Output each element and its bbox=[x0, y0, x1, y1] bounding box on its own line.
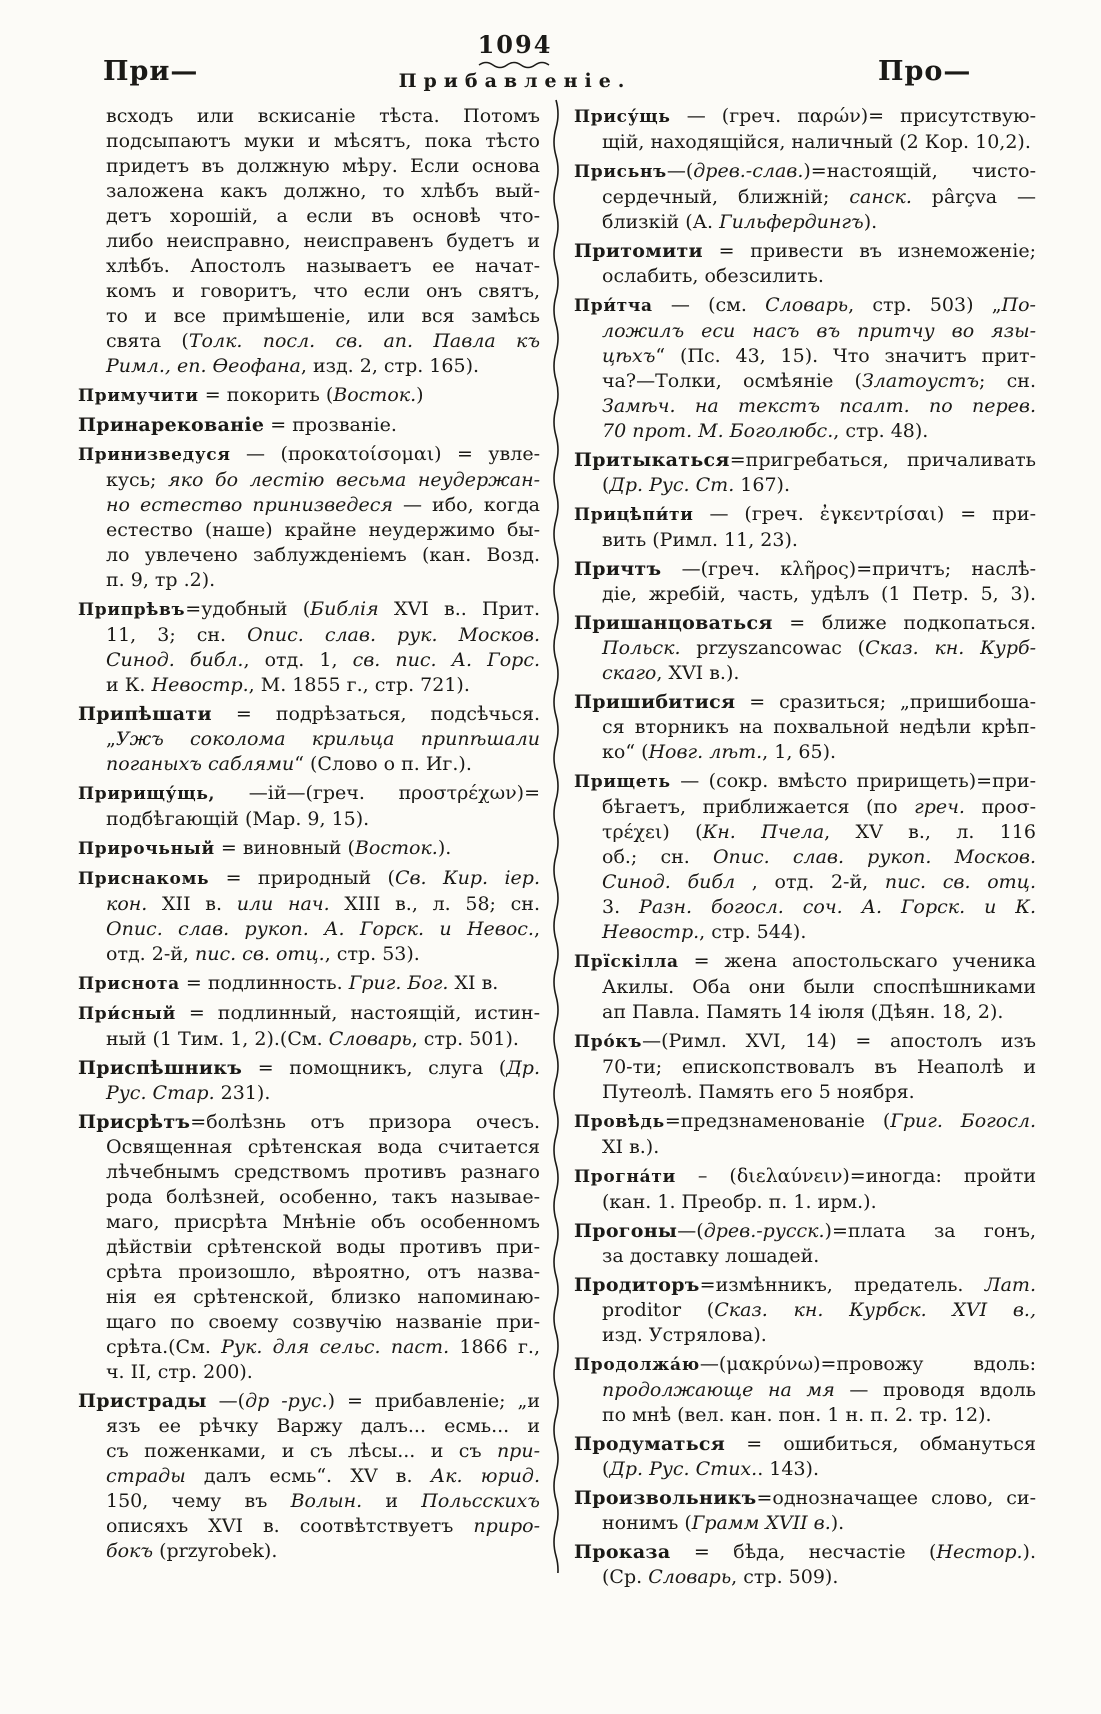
dictionary-entry bbox=[78, 597, 540, 698]
text-line: Невостр., стр. 544). bbox=[602, 921, 807, 943]
dictionary-entry bbox=[78, 971, 540, 997]
dictionary-entry bbox=[78, 1001, 540, 1052]
text-line: ко“ (Новг. лѣт., 1, 65). bbox=[602, 741, 837, 763]
text-line: Произвольникъ=однозначащее слово, си- bbox=[574, 1487, 1036, 1509]
italic-text: Невостр. bbox=[602, 921, 700, 943]
text-line: Акилы. Оба они были споспѣшниками bbox=[602, 976, 1036, 998]
italic-text: Рук. для сельс. паст. bbox=[221, 1336, 450, 1358]
italic-text: Синод. библ bbox=[602, 871, 736, 893]
text-line bbox=[574, 319, 1036, 344]
italic-text: Златоустъ bbox=[861, 370, 980, 392]
text-line: proditor (Сказ. кн. Курбск. XVI в., bbox=[602, 1299, 1036, 1321]
headword: Прищеть bbox=[574, 772, 671, 792]
headword: Прирочьный bbox=[78, 839, 215, 859]
text-line: нонимъ (Грамм XVII в.). bbox=[602, 1512, 845, 1534]
text-line: 3. Разн. богосл. соч. А. Горск. и К. bbox=[602, 896, 1036, 918]
text-line: Синод. библ , отд. 2-й, пис. св. отц. bbox=[602, 871, 1036, 893]
text-line: (Ср. Словарь, стр. 509). bbox=[602, 1566, 839, 1588]
italic-text: Польск. bbox=[602, 637, 681, 659]
headword: При́тча bbox=[574, 296, 653, 316]
text-line: дѣйствіи срѣтенской воды противъ при- bbox=[106, 1236, 540, 1258]
text-line: всходъ или вскисаніе тѣста. Потомъ bbox=[106, 105, 540, 127]
headword: Проказа bbox=[574, 1541, 671, 1563]
dictionary-entry bbox=[574, 239, 1036, 289]
italic-text: Новг. лѣт. bbox=[648, 741, 763, 763]
italic-text: Сказ. кн. Курб- bbox=[865, 637, 1037, 659]
text-line: Притыкаться=пригребаться, причаливать bbox=[574, 449, 1036, 471]
dictionary-entry bbox=[78, 702, 540, 777]
dictionary-entry bbox=[574, 448, 1036, 498]
italic-text: приро- bbox=[473, 1515, 540, 1537]
text-line: срѣта.(См. Рук. для сельс. паст. 1866 г., bbox=[106, 1336, 540, 1358]
text-line: по мнѣ (вел. кан. пон. 1 н. п. 2. тр. 12). bbox=[602, 1404, 992, 1426]
text-line: Прогна́ти – (διελαύνειν)=иногда: пройти bbox=[574, 1165, 1036, 1187]
dictionary-entry bbox=[574, 1219, 1036, 1269]
headword: Прїскілла bbox=[574, 952, 679, 972]
text-line: При́сный = подлинный, настоящій, истин- bbox=[78, 1002, 540, 1024]
italic-text: Словарь bbox=[328, 1028, 412, 1050]
text-line: Про́къ—(Римл. XVI, 14) = апостолъ изъ bbox=[574, 1030, 1036, 1052]
text-line: хлѣбъ. Апостолъ называетъ ее начат- bbox=[106, 255, 540, 277]
text-line: Присьнъ—(древ.-слав.)=настоящій, чисто- bbox=[574, 160, 1036, 182]
column-divider bbox=[547, 98, 565, 1573]
headword: Принизведуся bbox=[78, 445, 231, 465]
text-line: Синод. библ., отд. 1, св. пис. А. Горс. bbox=[106, 649, 541, 671]
italic-text: ложилъ еси насъ въ притчу во язы- bbox=[602, 320, 1036, 342]
italic-text: Грамм XVII в. bbox=[691, 1512, 831, 1534]
text-line: (кан. 1. Преобр. п. 1. ирм.). bbox=[602, 1191, 877, 1213]
text-line: естество (наше) крайне неудержимо бы- bbox=[106, 519, 540, 541]
text-line: бокъ (przyrobek). bbox=[106, 1540, 278, 1562]
headword: Притомити bbox=[574, 240, 703, 262]
dictionary-entry bbox=[78, 413, 540, 438]
text-line: Прищеть — (сокр. вмѣсто пририщеть)=при- bbox=[574, 770, 1036, 792]
text-line: Пристрады —(др -рус.) = прибавленіе; „и bbox=[78, 1390, 541, 1412]
text-line: Приснакомь = природный (Св. Кир. іер. bbox=[78, 867, 540, 889]
text-line: цѣхъ“ (Пс. 43, 15). Что значитъ прит- bbox=[602, 345, 1036, 367]
italic-text: Гильфердингъ bbox=[719, 211, 864, 233]
text-line: бѣгаетъ, приближается (по греч. προσ- bbox=[602, 796, 1037, 818]
dictionary-entry bbox=[574, 1432, 1036, 1482]
dictionary-entry bbox=[574, 557, 1036, 607]
headword: Прису́щь bbox=[574, 107, 671, 127]
headword: Приспѣшникъ bbox=[78, 1057, 243, 1079]
italic-text: св. пис. А. Горс. bbox=[352, 649, 541, 671]
text-line: лѣчебнымъ средствомъ противъ разнаго bbox=[106, 1161, 540, 1183]
text-line: скаго, XVI в.). bbox=[602, 662, 740, 684]
italic-text: Григ. Бог. bbox=[348, 972, 449, 994]
dictionary-entry bbox=[78, 836, 540, 862]
text-line: Путеолѣ. Память его 5 ноября. bbox=[602, 1081, 915, 1103]
dictionary-entry bbox=[574, 293, 1036, 444]
italic-text: Толк. посл. св. ап. Павла къ bbox=[188, 330, 540, 352]
text-line: либо неисправно, неисправенъ будетъ и bbox=[106, 230, 540, 252]
text-line: детъ хорошій, а если въ основѣ что- bbox=[106, 205, 540, 227]
text-line: XI в.). bbox=[602, 1136, 660, 1158]
headword: Примучити bbox=[78, 386, 199, 406]
dictionary-entry bbox=[78, 781, 540, 832]
text-line: Римл., еп. Ѳеофана, изд. 2, стр. 165). bbox=[106, 355, 480, 377]
text-line: свята (Толк. посл. св. ап. Павла къ bbox=[106, 330, 540, 352]
text-line: но естество принизведеся — ибо, когда bbox=[106, 494, 540, 516]
italic-text: Замѣч. на текстъ псалт. по перев. bbox=[602, 395, 1036, 417]
text-line: описяхъ XVI в. соотвѣтствуетъ приро- bbox=[106, 1515, 540, 1537]
dictionary-entry bbox=[574, 502, 1036, 553]
italic-text: Др. Рус. Ст. bbox=[609, 474, 735, 496]
headword: Припрѣвъ bbox=[78, 600, 186, 620]
text-line: отд. 2-й, пис. св. отц., стр. 53). bbox=[106, 943, 420, 965]
page-number-underline bbox=[477, 60, 553, 70]
left-column bbox=[78, 104, 540, 1568]
text-line: Опис. слав. рукоп. А. Горск. и Невос., bbox=[106, 918, 540, 940]
text-line: діе, жребій, часть, удѣлъ (1 Петр. 5, 3). bbox=[602, 583, 1036, 605]
text-line: Польск. przyszancowac (Сказ. кн. Курб- bbox=[602, 637, 1037, 659]
text-line: Прирочьный = виновный (Восток.). bbox=[78, 837, 452, 859]
italic-text: Восток. bbox=[354, 837, 438, 859]
italic-text: санск. bbox=[849, 186, 912, 208]
text-line: Пририщу́щь, —ій—(греч. προστρέχων)= bbox=[78, 782, 540, 804]
dictionary-entry bbox=[574, 104, 1036, 155]
dictionary-entry bbox=[78, 1110, 540, 1385]
text-line: нія ея срѣтенской, близко напоминаю- bbox=[106, 1286, 540, 1308]
headword: Принарекованіе bbox=[78, 414, 265, 436]
text-line: изд. Устрялова). bbox=[602, 1324, 767, 1346]
italic-text: Кн. Пчела bbox=[702, 821, 825, 843]
dictionary-entry bbox=[78, 1389, 540, 1564]
italic-text: Ак. юрид. bbox=[430, 1465, 540, 1487]
text-line: ный (1 Тим. 1, 2).(См. Словарь, стр. 501). bbox=[106, 1028, 519, 1050]
italic-text: Сказ. кн. Курбск. XVI в., bbox=[714, 1299, 1036, 1321]
headword: Пришанцоваться bbox=[574, 612, 773, 634]
text-line: поганыхъ саблями“ (Слово о п. Иг.). bbox=[106, 753, 472, 775]
text-line: 70 прот. М. Боголюбс., стр. 48). bbox=[602, 420, 929, 442]
italic-text: Восток. bbox=[333, 384, 417, 406]
italic-text: Ужъ соколома крильца припѣшали bbox=[115, 728, 540, 750]
text-line: за доставку лошадей. bbox=[602, 1245, 820, 1267]
text-line: сердечный, ближній; санск. pârçva — bbox=[602, 186, 1037, 208]
text-line: При́тча — (см. Словарь, стр. 503) „По- bbox=[574, 294, 1036, 316]
italic-text: Опис. слав. рукоп. А. Горск. и Невос. bbox=[106, 918, 534, 940]
text-line: Приспѣшникъ = помощникъ, слуга (Др. bbox=[78, 1057, 540, 1079]
italic-text: По- bbox=[1001, 294, 1036, 316]
italic-text: Григ. Богосл. bbox=[890, 1110, 1036, 1132]
headword: Присрѣтъ bbox=[78, 1111, 191, 1133]
text-line: Прицѣпи́ти — (греч. ἐγκεντρίσαι) = при- bbox=[574, 503, 1036, 525]
text-line: п. 9, тр .2). bbox=[106, 569, 216, 591]
text-line: Принарекованіе = прозваніе. bbox=[78, 414, 397, 436]
text-line: ло увлечено заблужденіемъ (кан. Возд. bbox=[106, 544, 540, 566]
headword: Прицѣпи́ти bbox=[574, 505, 694, 525]
text-line: близкій (А. Гильфердингъ). bbox=[602, 211, 878, 233]
text-line: придетъ въ должную мѣру. Если основа bbox=[106, 155, 540, 177]
italic-text: Синод. библ. bbox=[106, 649, 244, 671]
dictionary-entry bbox=[574, 159, 1036, 235]
dictionary-entry bbox=[78, 442, 540, 593]
text-line: комъ и говоритъ, что если онъ святъ, bbox=[106, 280, 540, 302]
headword: Продуматься bbox=[574, 1433, 726, 1455]
text-line: Припрѣвъ=удобный (Библія XVI в.. Прит. bbox=[78, 598, 541, 620]
text-line: язъ ее рѣчку Варжу далъ... есмь... и bbox=[106, 1415, 540, 1437]
dictionary-entry bbox=[574, 949, 1036, 1025]
headword: Приснота bbox=[78, 974, 180, 994]
dictionary-entry bbox=[574, 1540, 1036, 1590]
text-line: подсыпаютъ муки и мѣсятъ, пока тѣсто bbox=[106, 130, 540, 152]
text-line: Присрѣтъ=болѣзнь отъ призора очесъ. bbox=[78, 1111, 540, 1133]
italic-text: страды bbox=[106, 1465, 186, 1487]
text-line: кон. XII в. или нач. XIII в., л. 58; сн. bbox=[106, 893, 540, 915]
italic-text: или нач. bbox=[236, 893, 330, 915]
italic-text: древ.-слав. bbox=[693, 160, 804, 182]
italic-text: при- bbox=[496, 1440, 540, 1462]
text-line: Освященная срѣтенская вода считается bbox=[106, 1136, 540, 1158]
text-line: τρέχει) (Кн. Пчела, XV в., л. 116 bbox=[602, 821, 1036, 843]
headword: Провѣдь bbox=[574, 1112, 665, 1132]
italic-text: Невостр. bbox=[151, 674, 249, 696]
text-line: Проказа = бѣда, несчастіе (Нестор.). bbox=[574, 1541, 1036, 1563]
headword: Про́къ bbox=[574, 1032, 643, 1052]
italic-text: Библія bbox=[310, 598, 379, 620]
text-line: то и все примѣшеніе, или вся замѣсь bbox=[106, 305, 540, 327]
headword: При́сный bbox=[78, 1004, 176, 1024]
text-line: Продолжа́ю—(μακρύνω)=провожу вдоль: bbox=[574, 1353, 1036, 1375]
text-line: продолжающе на мя — проводя вдоль bbox=[602, 1379, 1037, 1401]
italic-text: Лат. bbox=[984, 1274, 1036, 1296]
text-line: Прису́щь — (греч. παρών)= присутствую- bbox=[574, 105, 1036, 127]
text-line: Приснота = подлинность. Григ. Бог. XI в. bbox=[78, 972, 499, 994]
headword: Пририщу́щь, bbox=[78, 784, 216, 804]
text-line: съ поженками, и съ лѣсы... и съ при- bbox=[106, 1440, 540, 1462]
text-line: подбѣгающій (Мар. 9, 15). bbox=[106, 808, 370, 830]
headword: Пришибитися bbox=[574, 691, 736, 713]
italic-text: греч. bbox=[914, 796, 965, 818]
text-line: Прогоны—(древ.-русск.)=плата за гонъ, bbox=[574, 1220, 1036, 1242]
dictionary-entry bbox=[574, 1352, 1036, 1428]
text-line bbox=[574, 394, 1036, 419]
headword: Припѣшати bbox=[78, 703, 212, 725]
text-line: маго, присрѣта Мнѣніе объ особенномъ bbox=[106, 1211, 540, 1233]
text-line: Провѣдь=предзнаменованіе (Григ. Богосл. bbox=[574, 1110, 1036, 1132]
italic-text: кон. bbox=[106, 893, 148, 915]
italic-text: древ.-русск. bbox=[703, 1220, 825, 1242]
italic-text: др -рус. bbox=[245, 1390, 328, 1412]
italic-text: Словарь bbox=[765, 294, 849, 316]
headword: Прогна́ти bbox=[574, 1167, 676, 1187]
text-line: Принизведуся — (προκατοίσομαι) = увле- bbox=[78, 443, 540, 465]
text-line: Припѣшати = подрѣзаться, подсѣчься. bbox=[78, 703, 540, 725]
text-line: ослабить, обезсилить. bbox=[602, 265, 824, 287]
continuation-paragraph bbox=[78, 104, 540, 379]
text-line: Продуматься = ошибиться, обмануться bbox=[574, 1433, 1036, 1455]
text-line: об.; сн. Опис. слав. рукоп. Москов. bbox=[602, 846, 1036, 868]
italic-text: 70 прот. М. Боголюбс. bbox=[602, 420, 834, 442]
dictionary-entry bbox=[574, 1109, 1036, 1160]
text-line: рода болѣзней, особенно, такъ называе- bbox=[106, 1186, 540, 1208]
header-right-keyword: Про— bbox=[878, 56, 972, 87]
text-line: Пришанцоваться = ближе подкопаться. bbox=[574, 612, 1036, 634]
text-line: Рус. Стар. 231). bbox=[106, 1082, 271, 1104]
text-line: 11, 3; сн. Опис. слав. рук. Москов. bbox=[106, 624, 540, 646]
text-line: (Др. Рус. Ст. 167). bbox=[602, 474, 790, 496]
section-title: Прибавленіе. bbox=[398, 70, 632, 92]
dictionary-entry bbox=[574, 769, 1036, 945]
italic-text: Волын. bbox=[290, 1490, 363, 1512]
italic-text: пис. св. отц. bbox=[884, 871, 1036, 893]
text-line: страды далъ есмь“. XV в. Ак. юрид. bbox=[106, 1465, 540, 1487]
italic-text: Римл., еп. Ѳеофана bbox=[106, 355, 301, 377]
text-line: Пришибитися = сразиться; „пришибоша- bbox=[574, 691, 1036, 713]
italic-text: Др. Рус. Стих. bbox=[609, 1458, 758, 1480]
headword: Продолжа́ю bbox=[574, 1355, 700, 1375]
headword: Притыкаться bbox=[574, 449, 730, 471]
text-line: Прїскілла = жена апостольскаго ученика bbox=[574, 950, 1036, 972]
text-line: Притомити = привести въ изнеможеніе; bbox=[574, 240, 1036, 262]
italic-text: бокъ bbox=[106, 1540, 154, 1562]
text-line: Продиторъ=измѣнникъ, предатель. Лат. bbox=[574, 1274, 1036, 1296]
headword: Присьнъ bbox=[574, 162, 667, 182]
italic-text: Разн. богосл. соч. А. Горск. и К. bbox=[639, 896, 1036, 918]
italic-text: Словарь bbox=[648, 1566, 732, 1588]
text-line: заложена какъ должно, то хлѣбъ вый- bbox=[106, 180, 540, 202]
italic-text: Опис. слав. рук. Москов. bbox=[247, 624, 540, 646]
dictionary-entry bbox=[574, 690, 1036, 765]
headword: Приснакомь bbox=[78, 869, 210, 889]
headword: Продиторъ bbox=[574, 1274, 700, 1296]
text-line: (Др. Рус. Стих.. 143). bbox=[602, 1458, 819, 1480]
header-left-keyword: При— bbox=[103, 56, 199, 87]
italic-text: Св. Кир. іер. bbox=[394, 867, 540, 889]
dictionary-entry bbox=[78, 866, 540, 967]
text-line: Причтъ —(греч. κλῆρος)=причтъ; наслѣ- bbox=[574, 558, 1036, 580]
dictionary-entry bbox=[574, 1486, 1036, 1536]
dictionary-entry bbox=[574, 1273, 1036, 1348]
dictionary-entry bbox=[78, 1056, 540, 1106]
dictionary-entry bbox=[574, 1164, 1036, 1215]
italic-text: скаго bbox=[602, 662, 657, 684]
dictionary-entry bbox=[574, 611, 1036, 686]
italic-text: пис. св. отц. bbox=[194, 943, 325, 965]
text-line: и К. Невостр., М. 1855 г., стр. 721). bbox=[106, 674, 470, 696]
italic-text: Нестор. bbox=[936, 1541, 1023, 1563]
headword: Причтъ bbox=[574, 558, 662, 580]
text-line: щаго по своему созвучію названіе при- bbox=[106, 1311, 540, 1333]
text-line: вить (Римл. 11, 23). bbox=[602, 529, 798, 551]
text-line: „Ужъ соколома крильца припѣшали bbox=[106, 728, 540, 750]
text-line: 150, чему въ Волын. и Польсскихъ bbox=[106, 1490, 540, 1512]
italic-text: продолжающе на мя bbox=[602, 1379, 835, 1401]
italic-text: Польсскихъ bbox=[421, 1490, 540, 1512]
headword: Произвольникъ bbox=[574, 1487, 757, 1509]
italic-text: цѣхъ bbox=[602, 345, 656, 367]
text-line: ч. II, стр. 200). bbox=[106, 1361, 253, 1383]
right-column bbox=[574, 104, 1036, 1594]
italic-text: Др. bbox=[506, 1057, 540, 1079]
text-line: кусь; яко бо лестію весьма неудержан- bbox=[106, 469, 541, 491]
text-line: Примучити = покорить (Восток.) bbox=[78, 384, 424, 406]
headword: Прогоны bbox=[574, 1220, 678, 1242]
text-line: срѣта произошло, вѣроятно, отъ назва- bbox=[106, 1261, 540, 1283]
text-line: 70-ти; епископствовалъ въ Неаполѣ и bbox=[602, 1056, 1036, 1078]
page-number: 1094 bbox=[477, 30, 553, 59]
italic-text: поганыхъ саблями bbox=[106, 753, 295, 775]
italic-text: но естество принизведеся bbox=[106, 494, 393, 516]
text-line: ся вторникъ на похвальной недѣли крѣп- bbox=[602, 716, 1036, 738]
dictionary-entry bbox=[78, 383, 540, 409]
italic-text: Опис. слав. рукоп. Москов. bbox=[712, 846, 1036, 868]
text-line: ча?—Толки, осмѣяніе (Златоустъ; сн. bbox=[602, 370, 1036, 392]
dictionary-entry bbox=[574, 1029, 1036, 1105]
italic-text: яко бо лестію весьма неудержан- bbox=[168, 469, 541, 491]
text-line: щій, находящійся, наличный (2 Кор. 10,2). bbox=[602, 131, 1031, 153]
headword: Пристрады bbox=[78, 1390, 207, 1412]
text-line: ап Павла. Память 14 іюля (Дѣян. 18, 2). bbox=[602, 1001, 1004, 1023]
italic-text: Рус. Стар. bbox=[106, 1082, 215, 1104]
